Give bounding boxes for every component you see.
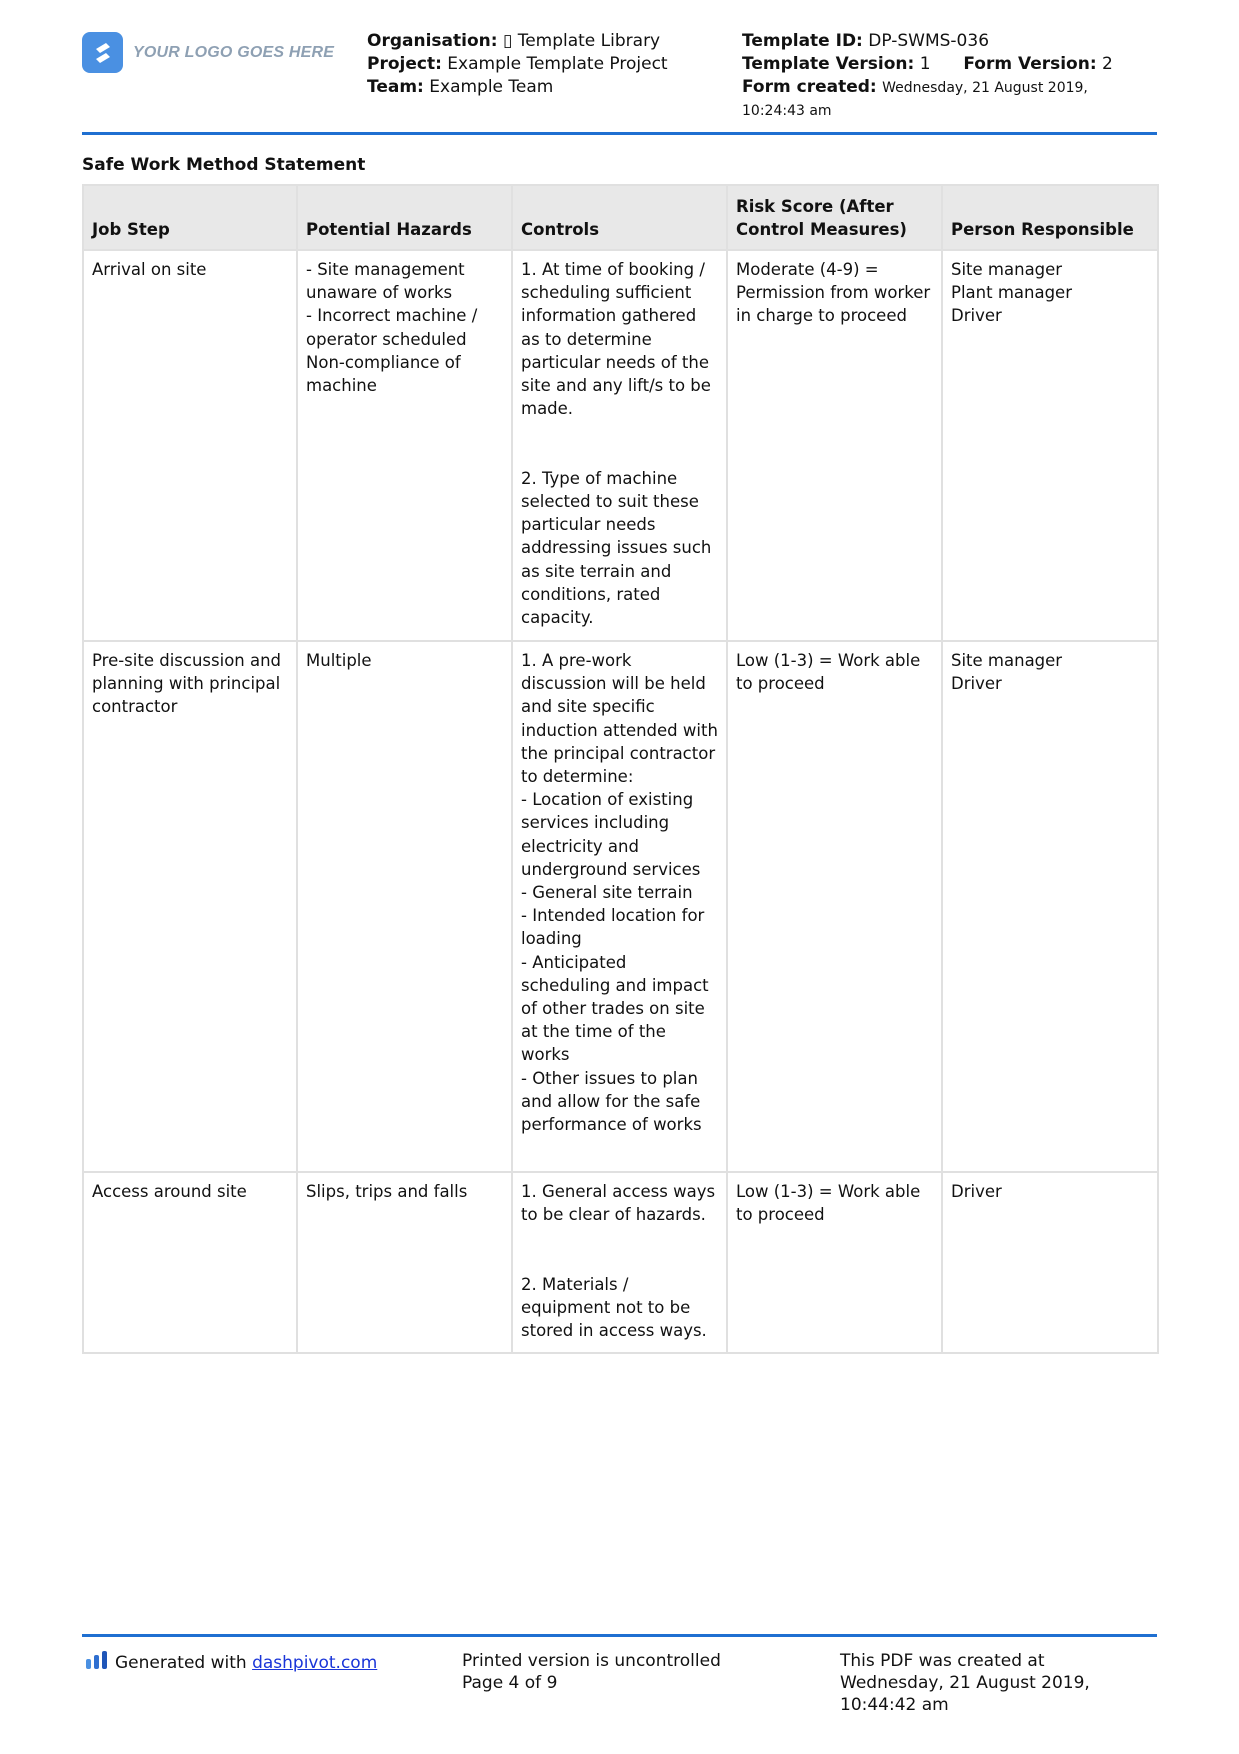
controls-cell: 1. At time of booking / scheduling sufficient information gathered as to determine particular needs of the site and any lift/s to be made. 2. Type of machine selected to suit these particular needs addressing issues such as site terrain and conditions, rated capacity. bbox=[512, 250, 727, 641]
template-version-label: Template Version: bbox=[742, 54, 915, 74]
created-time: 10:44:42 am bbox=[840, 1695, 949, 1715]
created-prefix: This PDF was created at bbox=[840, 1651, 1045, 1671]
form-version-value: 2 bbox=[1102, 54, 1113, 74]
document-title: Safe Work Method Statement bbox=[82, 155, 366, 175]
table-header-row bbox=[83, 185, 1158, 250]
footer-page-info bbox=[462, 1650, 721, 1694]
organisation-label: Organisation: bbox=[367, 31, 498, 51]
project-value: Example Template Project bbox=[447, 54, 668, 74]
risk-score-cell: Low (1-3) = Work able to proceed bbox=[727, 1172, 942, 1353]
form-created-time: 10:24:43 am bbox=[742, 103, 832, 119]
table-row bbox=[83, 641, 1158, 1172]
team-value: Example Team bbox=[429, 77, 554, 97]
person-responsible-cell: Site manager Plant manager Driver bbox=[942, 250, 1158, 641]
dashpivot-link[interactable]: dashpivot.com bbox=[252, 1653, 378, 1673]
uncontrolled-notice: Printed version is uncontrolled bbox=[462, 1651, 721, 1671]
logo-icon bbox=[82, 32, 123, 73]
form-created-label: Form created: bbox=[742, 77, 877, 97]
project-label: Project: bbox=[367, 54, 442, 74]
footer-divider bbox=[82, 1634, 1157, 1637]
column-header-controls: Controls bbox=[512, 185, 727, 250]
risk-score-cell: Low (1-3) = Work able to proceed bbox=[727, 641, 942, 1172]
risk-score-cell: Moderate (4-9) = Permission from worker in charge to proceed bbox=[727, 250, 942, 641]
column-header-hazards: Potential Hazards bbox=[297, 185, 512, 250]
hazards-cell: Slips, trips and falls bbox=[297, 1172, 512, 1353]
job-step-cell: Pre-site discussion and planning with principal contractor bbox=[83, 641, 297, 1172]
team-label: Team: bbox=[367, 77, 424, 97]
created-date: Wednesday, 21 August 2019, bbox=[840, 1673, 1090, 1693]
template-id-value: DP-SWMS-036 bbox=[868, 31, 990, 51]
controls-cell: 1. A pre-work discussion will be held and site specific induction attended with the principal contractor to determine: - Location of existing services including electricity and underground services - General site terrain - Intended location for loading - Anticipated scheduling and impact of other trades on site at the time of the works - Other issues to plan and allow for the safe performance of works bbox=[512, 641, 727, 1172]
person-responsible-cell: Driver bbox=[942, 1172, 1158, 1353]
company-logo bbox=[82, 32, 334, 73]
table-row bbox=[83, 250, 1158, 641]
header-org-info bbox=[367, 30, 668, 99]
swms-table bbox=[82, 184, 1159, 1354]
column-header-risk-score: Risk Score (After Control Measures) bbox=[727, 185, 942, 250]
footer-created-info bbox=[840, 1650, 1090, 1716]
column-header-job-step: Job Step bbox=[83, 185, 297, 250]
dashpivot-icon bbox=[85, 1650, 109, 1676]
hazards-cell: Multiple bbox=[297, 641, 512, 1172]
page-number: Page 4 of 9 bbox=[462, 1673, 558, 1693]
form-version-label: Form Version: bbox=[963, 54, 1097, 74]
job-step-cell: Arrival on site bbox=[83, 250, 297, 641]
controls-cell: 1. General access ways to be clear of hazards. 2. Materials / equipment not to be stored in access ways. bbox=[512, 1172, 727, 1353]
generated-prefix: Generated with bbox=[115, 1653, 247, 1673]
template-version-value: 1 bbox=[919, 54, 931, 74]
form-created-value: Wednesday, 21 August 2019, bbox=[882, 80, 1088, 96]
person-responsible-cell: Site manager Driver bbox=[942, 641, 1158, 1172]
footer-generated bbox=[85, 1650, 377, 1676]
template-id-label: Template ID: bbox=[742, 31, 863, 51]
column-header-person-responsible: Person Responsible bbox=[942, 185, 1158, 250]
organisation-value: ▯ Template Library bbox=[502, 31, 661, 51]
header-divider bbox=[82, 132, 1157, 135]
hazards-cell: - Site management unaware of works - Incorrect machine / operator scheduled Non-compliance of machine bbox=[297, 250, 512, 641]
table-row bbox=[83, 1172, 1158, 1353]
logo-text: YOUR LOGO GOES HERE bbox=[133, 43, 335, 61]
header-template-info bbox=[742, 30, 1113, 123]
job-step-cell: Access around site bbox=[83, 1172, 297, 1353]
